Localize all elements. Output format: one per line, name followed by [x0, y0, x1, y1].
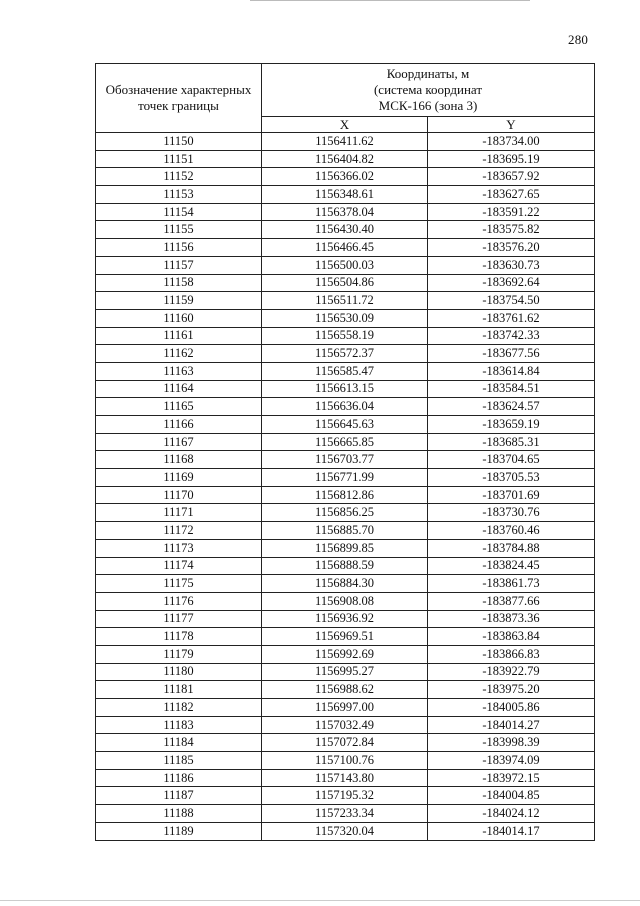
- x-coordinate-cell: 1156888.59: [262, 557, 428, 575]
- y-coordinate-cell: -183972.15: [428, 769, 595, 787]
- y-coordinate-cell: -183922.79: [428, 663, 595, 681]
- point-id-cell: 11152: [96, 168, 262, 186]
- y-coordinate-cell: -183685.31: [428, 433, 595, 451]
- point-id-cell: 11167: [96, 433, 262, 451]
- point-id-cell: 11189: [96, 822, 262, 840]
- point-id-cell: 11170: [96, 486, 262, 504]
- x-coordinate-cell: 1156995.27: [262, 663, 428, 681]
- table-row: [96, 416, 595, 434]
- y-coordinate-cell: -183701.69: [428, 486, 595, 504]
- point-id-cell: 11174: [96, 557, 262, 575]
- y-coordinate-cell: -184004.85: [428, 787, 595, 805]
- point-id-cell: 11171: [96, 504, 262, 522]
- coordinates-table: [95, 63, 595, 841]
- y-coordinate-cell: -183584.51: [428, 380, 595, 398]
- table-row: [96, 787, 595, 805]
- table-row: [96, 345, 595, 363]
- point-id-cell: 11181: [96, 681, 262, 699]
- x-coordinate-cell: 1156572.37: [262, 345, 428, 363]
- y-coordinate-cell: -183734.00: [428, 133, 595, 151]
- point-id-cell: 11159: [96, 292, 262, 310]
- table-row: [96, 451, 595, 469]
- y-coordinate-cell: -183754.50: [428, 292, 595, 310]
- y-coordinate-cell: -183761.62: [428, 309, 595, 327]
- point-id-cell: 11173: [96, 539, 262, 557]
- x-coordinate-cell: 1156636.04: [262, 398, 428, 416]
- table-row: [96, 239, 595, 257]
- table-row: [96, 150, 595, 168]
- x-coordinate-cell: 1156856.25: [262, 504, 428, 522]
- header-coordinates-line1: Координаты, м: [386, 66, 470, 81]
- y-coordinate-cell: -183873.36: [428, 610, 595, 628]
- table-row: [96, 186, 595, 204]
- table-row: [96, 610, 595, 628]
- x-coordinate-cell: 1156771.99: [262, 469, 428, 487]
- point-id-cell: 11187: [96, 787, 262, 805]
- table-row: [96, 663, 595, 681]
- x-coordinate-cell: 1156378.04: [262, 203, 428, 221]
- x-coordinate-cell: 1157233.34: [262, 805, 428, 823]
- table-row: [96, 168, 595, 186]
- point-id-cell: 11165: [96, 398, 262, 416]
- x-coordinate-cell: 1156348.61: [262, 186, 428, 204]
- y-coordinate-cell: -183575.82: [428, 221, 595, 239]
- point-id-cell: 11162: [96, 345, 262, 363]
- x-coordinate-cell: 1156992.69: [262, 645, 428, 663]
- point-id-cell: 11182: [96, 699, 262, 717]
- point-id-cell: 11185: [96, 752, 262, 770]
- x-coordinate-cell: 1156511.72: [262, 292, 428, 310]
- x-coordinate-cell: 1156969.51: [262, 628, 428, 646]
- table-row: [96, 522, 595, 540]
- x-coordinate-cell: 1157195.32: [262, 787, 428, 805]
- y-coordinate-cell: -184005.86: [428, 699, 595, 717]
- x-coordinate-cell: 1156908.08: [262, 592, 428, 610]
- x-coordinate-cell: 1156558.19: [262, 327, 428, 345]
- x-coordinate-cell: 1156645.63: [262, 416, 428, 434]
- x-coordinate-cell: 1156613.15: [262, 380, 428, 398]
- point-id-cell: 11175: [96, 575, 262, 593]
- table-row: [96, 292, 595, 310]
- table-row: [96, 380, 595, 398]
- y-coordinate-cell: -183627.65: [428, 186, 595, 204]
- point-id-cell: 11184: [96, 734, 262, 752]
- table-row: [96, 681, 595, 699]
- table-row: [96, 203, 595, 221]
- table-row: [96, 628, 595, 646]
- point-id-cell: 11164: [96, 380, 262, 398]
- table-row: [96, 486, 595, 504]
- y-coordinate-cell: -183576.20: [428, 239, 595, 257]
- y-coordinate-cell: -183784.88: [428, 539, 595, 557]
- top-scan-rule: [250, 0, 530, 4]
- point-id-cell: 11155: [96, 221, 262, 239]
- y-coordinate-cell: -183861.73: [428, 575, 595, 593]
- x-coordinate-cell: 1156466.45: [262, 239, 428, 257]
- y-coordinate-cell: -183863.84: [428, 628, 595, 646]
- y-coordinate-cell: -183657.92: [428, 168, 595, 186]
- y-coordinate-cell: -183998.39: [428, 734, 595, 752]
- header-x-label: X: [262, 117, 428, 133]
- header-row-main: [96, 64, 595, 117]
- y-coordinate-cell: -183730.76: [428, 504, 595, 522]
- y-coordinate-cell: -183591.22: [428, 203, 595, 221]
- y-coordinate-cell: -183659.19: [428, 416, 595, 434]
- x-coordinate-cell: 1157100.76: [262, 752, 428, 770]
- x-coordinate-cell: 1156988.62: [262, 681, 428, 699]
- y-coordinate-cell: -183866.83: [428, 645, 595, 663]
- x-coordinate-cell: 1156530.09: [262, 309, 428, 327]
- x-coordinate-cell: 1156885.70: [262, 522, 428, 540]
- table-row: [96, 433, 595, 451]
- header-points-label: Обозначение характерных точек границы: [96, 64, 262, 133]
- table-row: [96, 362, 595, 380]
- x-coordinate-cell: 1156703.77: [262, 451, 428, 469]
- y-coordinate-cell: -183824.45: [428, 557, 595, 575]
- table-row: [96, 592, 595, 610]
- point-id-cell: 11172: [96, 522, 262, 540]
- bottom-scan-rule: [0, 900, 640, 901]
- table-row: [96, 398, 595, 416]
- y-coordinate-cell: -184014.17: [428, 822, 595, 840]
- x-coordinate-cell: 1156585.47: [262, 362, 428, 380]
- x-coordinate-cell: 1156899.85: [262, 539, 428, 557]
- point-id-cell: 11161: [96, 327, 262, 345]
- y-coordinate-cell: -184014.27: [428, 716, 595, 734]
- table-row: [96, 274, 595, 292]
- table-row: [96, 769, 595, 787]
- y-coordinate-cell: -183974.09: [428, 752, 595, 770]
- page-number: 280: [568, 32, 589, 47]
- y-coordinate-cell: -184024.12: [428, 805, 595, 823]
- table-body: [96, 133, 595, 841]
- y-coordinate-cell: -183705.53: [428, 469, 595, 487]
- point-id-cell: 11156: [96, 239, 262, 257]
- point-id-cell: 11153: [96, 186, 262, 204]
- table-header: [96, 64, 595, 133]
- table-row: [96, 752, 595, 770]
- table-row: [96, 309, 595, 327]
- point-id-cell: 11168: [96, 451, 262, 469]
- x-coordinate-cell: 1157320.04: [262, 822, 428, 840]
- x-coordinate-cell: 1156411.62: [262, 133, 428, 151]
- y-coordinate-cell: -183695.19: [428, 150, 595, 168]
- y-coordinate-cell: -183614.84: [428, 362, 595, 380]
- y-coordinate-cell: -183624.57: [428, 398, 595, 416]
- point-id-cell: 11151: [96, 150, 262, 168]
- x-coordinate-cell: 1156504.86: [262, 274, 428, 292]
- x-coordinate-cell: 1156997.00: [262, 699, 428, 717]
- point-id-cell: 11183: [96, 716, 262, 734]
- x-coordinate-cell: 1156404.82: [262, 150, 428, 168]
- y-coordinate-cell: -183704.65: [428, 451, 595, 469]
- x-coordinate-cell: 1157032.49: [262, 716, 428, 734]
- point-id-cell: 11163: [96, 362, 262, 380]
- table-row: [96, 539, 595, 557]
- point-id-cell: 11180: [96, 663, 262, 681]
- point-id-cell: 11176: [96, 592, 262, 610]
- table-row: [96, 469, 595, 487]
- x-coordinate-cell: 1156430.40: [262, 221, 428, 239]
- x-coordinate-cell: 1156665.85: [262, 433, 428, 451]
- point-id-cell: 11186: [96, 769, 262, 787]
- table-row: [96, 557, 595, 575]
- x-coordinate-cell: 1156884.30: [262, 575, 428, 593]
- table-row: [96, 699, 595, 717]
- point-id-cell: 11154: [96, 203, 262, 221]
- header-coordinates-line2: (система координат: [373, 82, 483, 97]
- table-row: [96, 716, 595, 734]
- y-coordinate-cell: -183742.33: [428, 327, 595, 345]
- table-row: [96, 822, 595, 840]
- x-coordinate-cell: 1156366.02: [262, 168, 428, 186]
- y-coordinate-cell: -183975.20: [428, 681, 595, 699]
- table-row: [96, 805, 595, 823]
- table-row: [96, 504, 595, 522]
- table-row: [96, 645, 595, 663]
- table-row: [96, 327, 595, 345]
- y-coordinate-cell: -183692.64: [428, 274, 595, 292]
- table-row: [96, 575, 595, 593]
- y-coordinate-cell: -183630.73: [428, 256, 595, 274]
- point-id-cell: 11179: [96, 645, 262, 663]
- header-coordinates: [262, 64, 595, 117]
- y-coordinate-cell: -183760.46: [428, 522, 595, 540]
- x-coordinate-cell: 1156500.03: [262, 256, 428, 274]
- header-y-label: Y: [428, 117, 595, 133]
- point-id-cell: 11178: [96, 628, 262, 646]
- point-id-cell: 11157: [96, 256, 262, 274]
- point-id-cell: 11160: [96, 309, 262, 327]
- x-coordinate-cell: 1157143.80: [262, 769, 428, 787]
- table-row: [96, 133, 595, 151]
- point-id-cell: 11169: [96, 469, 262, 487]
- point-id-cell: 11150: [96, 133, 262, 151]
- y-coordinate-cell: -183877.66: [428, 592, 595, 610]
- table-row: [96, 256, 595, 274]
- point-id-cell: 11166: [96, 416, 262, 434]
- x-coordinate-cell: 1156812.86: [262, 486, 428, 504]
- point-id-cell: 11177: [96, 610, 262, 628]
- table-row: [96, 221, 595, 239]
- x-coordinate-cell: 1157072.84: [262, 734, 428, 752]
- point-id-cell: 11158: [96, 274, 262, 292]
- header-coordinates-line3: МСК-166 (зона 3): [378, 98, 478, 113]
- table-row: [96, 734, 595, 752]
- x-coordinate-cell: 1156936.92: [262, 610, 428, 628]
- point-id-cell: 11188: [96, 805, 262, 823]
- y-coordinate-cell: -183677.56: [428, 345, 595, 363]
